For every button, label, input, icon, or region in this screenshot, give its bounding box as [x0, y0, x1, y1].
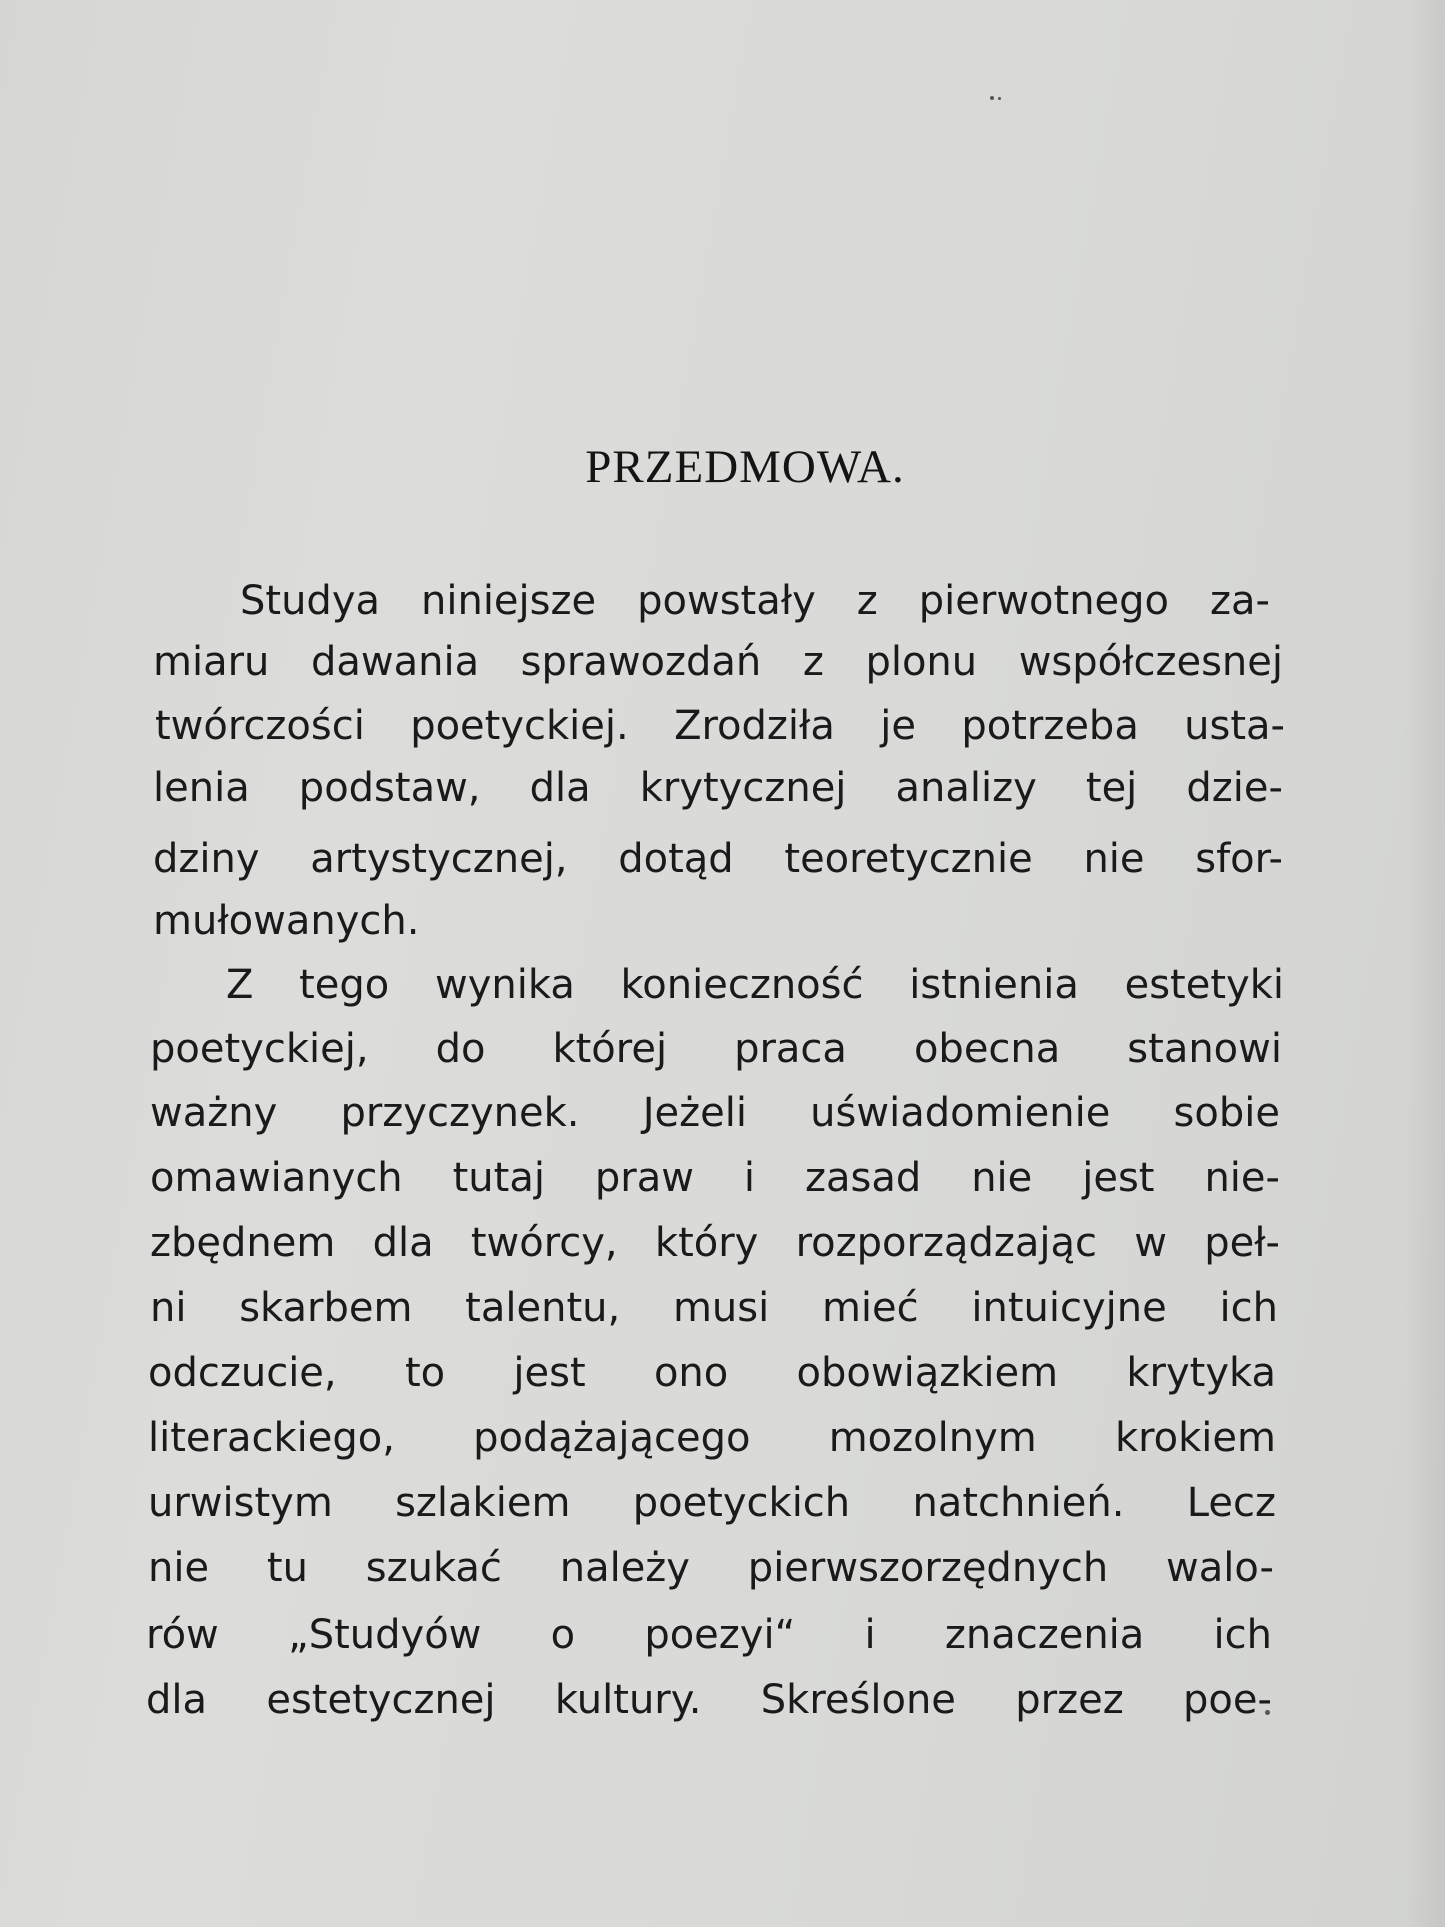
word: potrzeba	[961, 703, 1139, 749]
word: i	[864, 1612, 876, 1658]
word: praw	[594, 1155, 694, 1201]
word: omawianych	[150, 1155, 403, 1201]
word: Skreślone	[760, 1677, 956, 1723]
word: natchnień.	[912, 1480, 1125, 1526]
word: podążającego	[473, 1415, 751, 1461]
word: plonu	[865, 639, 978, 685]
word: intuicyjne	[971, 1285, 1167, 1331]
text-line	[150, 1026, 1282, 1072]
word: dla	[529, 765, 591, 811]
word: nie	[148, 1545, 210, 1591]
text-line	[148, 1350, 1276, 1396]
word: przez	[1015, 1677, 1124, 1723]
word: twórczości	[155, 703, 365, 749]
word: wynika	[435, 962, 575, 1008]
word: ich	[1219, 1285, 1278, 1331]
word: do	[435, 1026, 486, 1072]
text-line	[155, 703, 1285, 749]
word: konieczność	[620, 962, 864, 1008]
page-title: PRZEDMOWA.	[585, 441, 905, 493]
word: pierwszorzędnych	[747, 1545, 1109, 1591]
text-line	[153, 765, 1283, 811]
word: estetyki	[1124, 962, 1284, 1008]
word: sprawozdań	[520, 639, 762, 685]
word: Studya	[240, 578, 380, 624]
word: poetyckich	[632, 1480, 851, 1526]
word: i	[743, 1155, 756, 1201]
word: dawania	[310, 639, 480, 685]
text-line	[153, 639, 1283, 685]
word: twórcy,	[470, 1220, 618, 1266]
word: obecna	[913, 1026, 1061, 1072]
word: tej	[1085, 765, 1138, 811]
word: nie	[971, 1155, 1033, 1201]
word: poetyckiej.	[410, 703, 629, 749]
word: Jeżeli	[642, 1090, 747, 1136]
word: tutaj	[452, 1155, 545, 1201]
word: uświadomienie	[810, 1090, 1111, 1136]
word: zasad	[805, 1155, 922, 1201]
word: rozporządzając	[795, 1220, 1097, 1266]
word: stanowi	[1127, 1026, 1282, 1072]
text-line	[150, 1220, 1280, 1266]
word: poe-	[1183, 1677, 1272, 1723]
word: dziny	[153, 836, 260, 882]
word: zbędnem	[150, 1220, 336, 1266]
word: przyczynek.	[340, 1090, 580, 1136]
word: jest	[1082, 1155, 1155, 1201]
word: mozolnym	[828, 1415, 1037, 1461]
word: to	[404, 1350, 446, 1396]
word: krokiem	[1114, 1415, 1276, 1461]
word: „Studyów	[287, 1612, 482, 1658]
word: jest	[513, 1350, 586, 1396]
word: za-	[1210, 578, 1270, 624]
text-line	[226, 962, 1284, 1008]
word: analizy	[895, 765, 1037, 811]
word: z	[856, 578, 878, 624]
word: estetycznej	[266, 1677, 496, 1723]
word: krytyka	[1126, 1350, 1276, 1396]
word: literackiego,	[148, 1415, 395, 1461]
word: obowiązkiem	[796, 1350, 1059, 1396]
word: której	[552, 1026, 668, 1072]
word: musi	[672, 1285, 770, 1331]
word: nie	[1083, 836, 1145, 882]
word: poetyckiej,	[150, 1026, 369, 1072]
word: dzie-	[1186, 765, 1283, 811]
word: artystycznej,	[310, 836, 568, 882]
word: miaru	[153, 639, 270, 685]
word: peł-	[1204, 1220, 1280, 1266]
word: powstały	[637, 578, 816, 624]
ink-speck	[990, 96, 994, 100]
text-line	[148, 1480, 1276, 1526]
word: znaczenia	[944, 1612, 1145, 1658]
word: Zrodziła	[674, 703, 835, 749]
word: sfor-	[1195, 836, 1283, 882]
text-line: mułowanych.	[153, 898, 420, 944]
word: krytycznej	[639, 765, 847, 811]
word: współczesnej	[1018, 639, 1283, 685]
word: sobie	[1173, 1090, 1280, 1136]
word: walo-	[1166, 1545, 1274, 1591]
word: ich	[1213, 1612, 1272, 1658]
word: szukać	[365, 1545, 502, 1591]
text-line	[150, 1090, 1280, 1136]
word: dla	[372, 1220, 434, 1266]
word: urwistym	[148, 1480, 333, 1526]
word: je	[880, 703, 916, 749]
word: ono	[653, 1350, 729, 1396]
word: Z	[226, 962, 254, 1008]
word: rów	[146, 1612, 219, 1658]
text-line	[150, 1155, 1280, 1201]
text-line	[146, 1677, 1272, 1723]
text-line	[148, 1545, 1274, 1591]
word: nie-	[1204, 1155, 1280, 1201]
text-line	[150, 1285, 1278, 1331]
word: o	[550, 1612, 576, 1658]
word: poezyi“	[644, 1612, 796, 1658]
word: praca	[734, 1026, 847, 1072]
word: lenia	[153, 765, 250, 811]
word: odczucie,	[148, 1350, 337, 1396]
word: należy	[559, 1545, 690, 1591]
word: tego	[299, 962, 390, 1008]
word: usta-	[1184, 703, 1285, 749]
word: który	[654, 1220, 759, 1266]
word: szlakiem	[395, 1480, 571, 1526]
word: dla	[146, 1677, 208, 1723]
word: tu	[266, 1545, 308, 1591]
word: w	[1134, 1220, 1167, 1266]
page-edge-shadow	[1405, 0, 1445, 1927]
word: mieć	[821, 1285, 919, 1331]
word: z	[802, 639, 824, 685]
word: podstaw,	[298, 765, 481, 811]
text-line	[148, 1415, 1276, 1461]
text-line	[146, 1612, 1272, 1658]
word: niniejsze	[421, 578, 597, 624]
word: pierwotnego	[918, 578, 1170, 624]
ink-speck	[998, 97, 1001, 100]
word: dotąd	[618, 836, 734, 882]
word: istnienia	[909, 962, 1079, 1008]
word: talentu,	[465, 1285, 621, 1331]
word: ni	[150, 1285, 187, 1331]
text-line	[153, 836, 1283, 882]
text-line	[240, 578, 1270, 624]
word: kultury.	[554, 1677, 702, 1723]
word: ważny	[150, 1090, 278, 1136]
word: teoretycznie	[784, 836, 1033, 882]
word: skarbem	[239, 1285, 413, 1331]
word: Lecz	[1186, 1480, 1276, 1526]
